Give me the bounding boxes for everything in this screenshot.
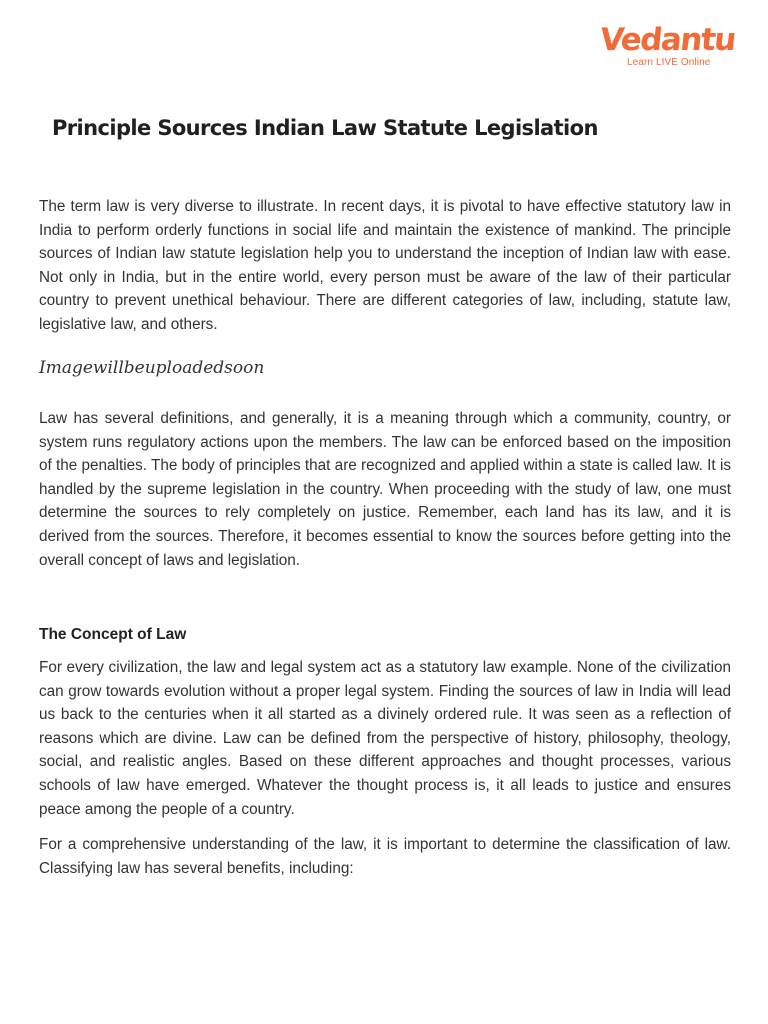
intro-paragraph: The term law is very diverse to illustrate. In recent days, it is pivotal to have effective statutory law in India to perform orderly functions in social life and maintain the existence of mankind. The principle sources of Indian law statute legislation help you to understand the inception of Indian law with ease. Not only in India, but in the entire world, every person must be aware of the law of their particular country to prevent unethical behaviour. There are different categories of law, including, statute law, legislative law, and others. [39, 198, 731, 333]
concept-paragraph: For every civilization, the law and legal system act as a statutory law example. None of the civilization can grow towards evolution without a proper legal system. Finding the sources of law in India will lead us back to the centuries when it all started as a divinely ordered rule. It was seen as a reflection of reasons which are divine. Law can be defined from the perspective of history, philosophy, theology, social, and realistic angles. Based on these different approaches and thought processes, various schools of law have emerged. Whatever the thought process is, it all leads to justice and ensures peace among the people of a country. [39, 659, 731, 818]
definition-paragraph: Law has several definitions, and generally, it is a meaning through which a community, country, or system runs regulatory actions upon the members. The law can be enforced based on the imposition of the penalties. The body of principles that are recognized and applied within a state is called law. It is handled by the supreme legislation in the country. When proceeding with the study of law, one must determine the sources to rely completely on justice. Remember, each land has its law, and it is derived from the sources. Therefore, it becomes essential to know the sources before getting into the overall concept of laws and legislation. [39, 410, 731, 569]
page-title: Principle Sources Indian Law Statute Legislation [52, 116, 598, 140]
image-placeholder-text: Imagewillbeuploadedsoon [39, 358, 265, 378]
vedantu-logo [598, 22, 737, 68]
classification-paragraph: For a comprehensive understanding of the law, it is important to determine the classification of law. Classifying law has several benefits, including: [39, 836, 731, 877]
logo-wordmark: Vedantu [598, 22, 737, 58]
logo-tagline: Learn LIVE Online [627, 57, 711, 68]
section-heading: The Concept of Law [39, 626, 187, 643]
